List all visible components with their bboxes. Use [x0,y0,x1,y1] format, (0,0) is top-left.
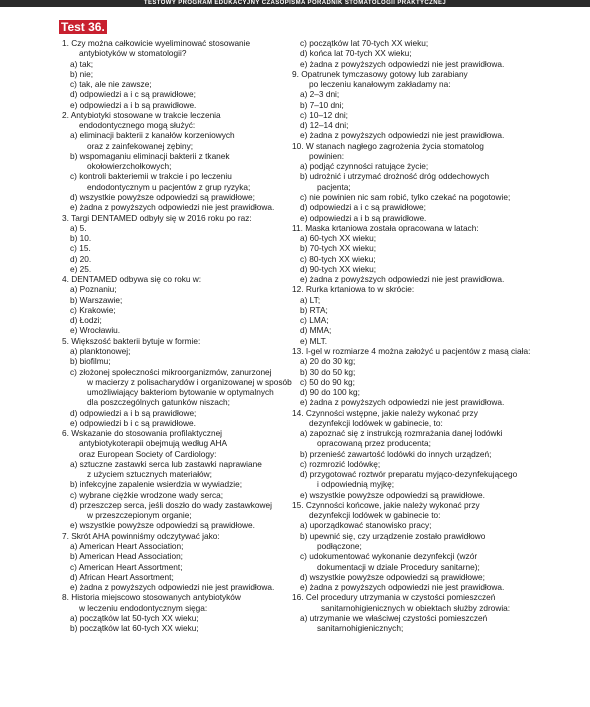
answer-option: c) 80-tych XX wieku; [300,253,376,264]
answer-option: c) American Heart Assortment; [70,561,183,572]
answer-option: a) uporządkować stanowisko pracy; [300,520,432,531]
question-line: antybiotyków w stomatologii? [79,48,187,59]
answer-option: i odpowiednią myjkę; [317,479,395,490]
answer-option: e) odpowiedzi a i b są prawidłowe. [70,99,197,110]
question-line: 5. Większość bakterii bytuje w formie: [62,335,201,346]
answer-option: b) 30 do 50 kg; [300,366,356,377]
answer-option: c) tak, ale nie zawsze; [70,79,152,90]
answer-option: dla poszczególnych gatunków niszach; [87,397,230,408]
answer-option: podłączone; [317,541,362,552]
question-line: 1. Czy można całkowicie wyeliminować stosowanie [62,38,251,48]
question-line: dezynfekcji lodówek w gabinecie to: [309,510,441,521]
answer-option: e) żadna z powyższych odpowiedzi nie jest prawidłowa. [300,130,505,141]
answer-option: b) wspomaganiu eliminacji bakterii z tkanek [70,150,230,161]
answer-option: b) infekcyjne zapalenie wsierdzia w wywiadzie; [70,479,243,490]
answer-option: z użyciem sztucznych materiałów; [87,469,212,480]
answer-option: c) kontroli bakteriemii w trakcie i po leczeniu [70,171,232,182]
question-line: 2. Antybiotyki stosowane w trakcie leczenia [62,109,221,120]
answer-option: oraz z zainfekowanej zębiny; [87,140,194,151]
answer-option: a) LT; [300,294,321,305]
answer-option: sanitarnohigienicznych; [317,623,404,634]
answer-option: d) African Heart Assortment; [70,571,174,582]
answer-option: e) żadna z powyższych odpowiedzi nie jest prawidłowa. [300,274,505,285]
question-line: 4. DENTAMED odbywa się co roku w: [62,274,202,285]
question-line: w leczeniu endodontycznym sięga: [79,602,208,613]
answer-option: d) przygotować roztwór preparatu myjąco-dezynfekującego [300,469,518,480]
answer-option: b) RTA; [300,304,328,315]
answer-option: e) wszystkie powyższe odpowiedzi są prawidłowe. [70,520,255,531]
question-line: 16. Cel procedury utrzymania w czystości pomieszczeń [292,592,496,603]
answer-option: e) 25. [70,263,92,274]
question-line: 13. I-gel w rozmiarze 4 można założyć u pacjentów z masą ciała: [292,345,531,356]
question-line: antybiotykoterapii obejmują według AHA [79,438,228,449]
answer-option: b) nie; [70,68,94,79]
answer-option: c) nie powinien nic sam robić, tylko czekać na pogotowie; [300,191,511,202]
answer-option: a) sztuczne zastawki serca lub zastawki naprawiane [70,458,262,469]
answer-option: d) wszystkie powyższe odpowiedzi są prawidłowe; [70,191,255,202]
answer-option: d) przeszczep serca, jeśli doszło do wady zastawkowej [70,499,272,510]
answer-option: opracowaną przez producenta; [317,438,431,449]
question-line: dezynfekcji lodówek w gabinecie, to: [309,417,443,428]
answer-option: c) wybrane ciężkie wrodzone wady serca; [70,489,224,500]
answer-option: a) planktonowej; [70,345,131,356]
answer-option: d) końca lat 70-tych XX wieku; [300,48,412,59]
answer-option: d) 12–14 dni; [300,120,349,131]
answer-option: b) American Head Association; [70,551,183,562]
answer-option: e) żadna z powyższych odpowiedzi nie jest prawidłowa. [70,582,275,593]
answer-option: a) początków lat 50-tych XX wieku; [70,612,199,623]
answer-option: b) biofilmu; [70,356,111,367]
answer-option: a) 60-tych XX wieku; [300,233,377,244]
question-line: 7. Skrót AHA powinniśmy odczytywać jako: [62,530,220,541]
answer-option: w macierzy z polisacharydów i organizowanej w sposób [87,376,292,387]
answer-option: d) odpowiedzi a i c są prawidłowe; [70,89,196,100]
answer-option: b) 70-tych XX wieku; [300,243,377,254]
left-column [62,38,290,633]
answer-option: e) odpowiedzi b i c są prawidłowe. [70,417,196,428]
answer-option: e) MLT. [300,335,328,346]
answer-option: b) przenieść zawartość lodówki do innych urządzeń; [300,448,492,459]
answer-option: w przeszczepionym organie; [87,510,192,521]
answer-option: b) Warszawie; [70,294,123,305]
question-line: 6. Wskazanie do stosowania profilaktycznej [62,428,223,439]
answer-option: umożliwiający bakteriom bytowanie w optymalnych [87,387,274,398]
answer-option: c) 15. [70,243,91,254]
answer-option: a) 2–3 dni; [300,89,340,100]
answer-option: d) 20. [70,253,92,264]
answer-option: e) żadna z powyższych odpowiedzi nie jest prawidłowa. [70,202,275,213]
running-header: TESTOWY PROGRAM EDUKACYJNY CZASOPISMA PORADNIK STOMATOLOGII PRAKTYCZNEJ [143,0,447,6]
question-line: 3. Targi DENTAMED odbyły się w 2016 roku po raz: [62,212,252,223]
answer-option: d) Łodzi; [70,315,102,326]
answer-option: a) eliminacji bakterii z kanałów korzeniowych [70,130,235,141]
answer-option: dokumentacji w dziale Procedury sanitarne); [317,561,480,572]
answer-option: d) 90-tych XX wieku; [300,263,377,274]
answer-option: a) podjąć czynności ratujące życie; [300,161,429,172]
answer-option: pacjenta; [317,181,351,192]
answer-option: b) 7–10 dni; [300,99,344,110]
test-title-badge: Test 36. [61,20,105,34]
answer-option: d) wszystkie powyższe odpowiedzi są prawidłowe; [300,571,485,582]
question-line: 14. Czynności wstępne, jakie należy wykonać przy [292,407,478,418]
answer-option: b) udrożnić i utrzymać drożność dróg oddechowych [300,171,490,182]
answer-option: a) 5. [70,222,87,233]
question-line: oraz European Society of Cardiology: [79,448,217,459]
question-line: endodontycznego mogą służyć: [79,120,196,131]
question-line: powinien: [309,150,345,161]
answer-option: b) upewnić się, czy urządzenie zostało prawidłowo [300,530,486,541]
answer-option: d) 90 do 100 kg; [300,387,360,398]
right-column [292,38,531,634]
answer-option: e) żadna z powyższych odpowiedzi nie jest prawidłowa. [300,397,505,408]
question-line: 12. Rurka krtaniowa to w skrócie: [292,284,415,295]
question-line: 15. Czynności końcowe, jakie należy wykonać przy [292,499,480,510]
answer-option: b) 10. [70,233,92,244]
answer-option: okołowierzchołkowych; [87,161,172,172]
question-line: sanitarnohigienicznych w obiektach służby zdrowia: [321,602,511,613]
answer-option: e) Wrocławiu. [70,325,121,336]
answer-option: a) zapoznać się z instrukcją rozmrażania danej lodówki [300,428,503,439]
answer-option: c) udokumentować wykonanie dezynfekcji (wzór [300,551,478,562]
answer-option: a) utrzymanie we właściwej czystości pomieszczeń [300,612,488,623]
answer-option: c) LMA; [300,315,329,326]
answer-option: e) żadna z powyższych odpowiedzi nie jest prawidłowa. [300,58,505,69]
answer-option: c) 10–12 dni; [300,109,348,120]
answer-option: c) początków lat 70-tych XX wieku; [300,38,429,48]
answer-option: e) wszystkie powyższe odpowiedzi są prawidłowe. [300,489,485,500]
answer-option: d) odpowiedzi a i c są prawidłowe; [300,202,426,213]
answer-option: e) żadna z powyższych odpowiedzi nie jest prawidłowa. [300,582,505,593]
answer-option: c) 50 do 90 kg; [300,376,355,387]
answer-option: c) Krakowie; [70,304,116,315]
question-line: po leczeniu kanałowym zakładamy na: [309,79,451,90]
question-line: 10. W stanach nagłego zagrożenia życia stomatolog [292,140,484,151]
question-line: 9. Opatrunek tymczasowy gotowy lub zarabiany [292,68,468,79]
answer-option: b) początków lat 60-tych XX wieku; [70,623,199,634]
answer-option: endodontycznym u pacjentów z grup ryzyka; [87,181,251,192]
answer-option: c) rozmrozić lodówkę; [300,458,381,469]
question-line: 8. Historia miejscowo stosowanych antybiotyków [62,592,241,603]
answer-option: a) Poznaniu; [70,284,117,295]
question-line: 11. Maska krtaniowa została opracowana w latach: [292,222,479,233]
answer-option: d) odpowiedzi a i b są prawidłowe; [70,407,197,418]
answer-option: c) złożonej społeczności mikroorganizmów, zanurzonej [70,366,272,377]
answer-option: a) tak; [70,58,94,69]
answer-option: a) American Heart Association; [70,541,184,552]
answer-option: d) MMA; [300,325,332,336]
answer-option: e) odpowiedzi a i b są prawidłowe. [300,212,427,223]
answer-option: a) 20 do 30 kg; [300,356,356,367]
